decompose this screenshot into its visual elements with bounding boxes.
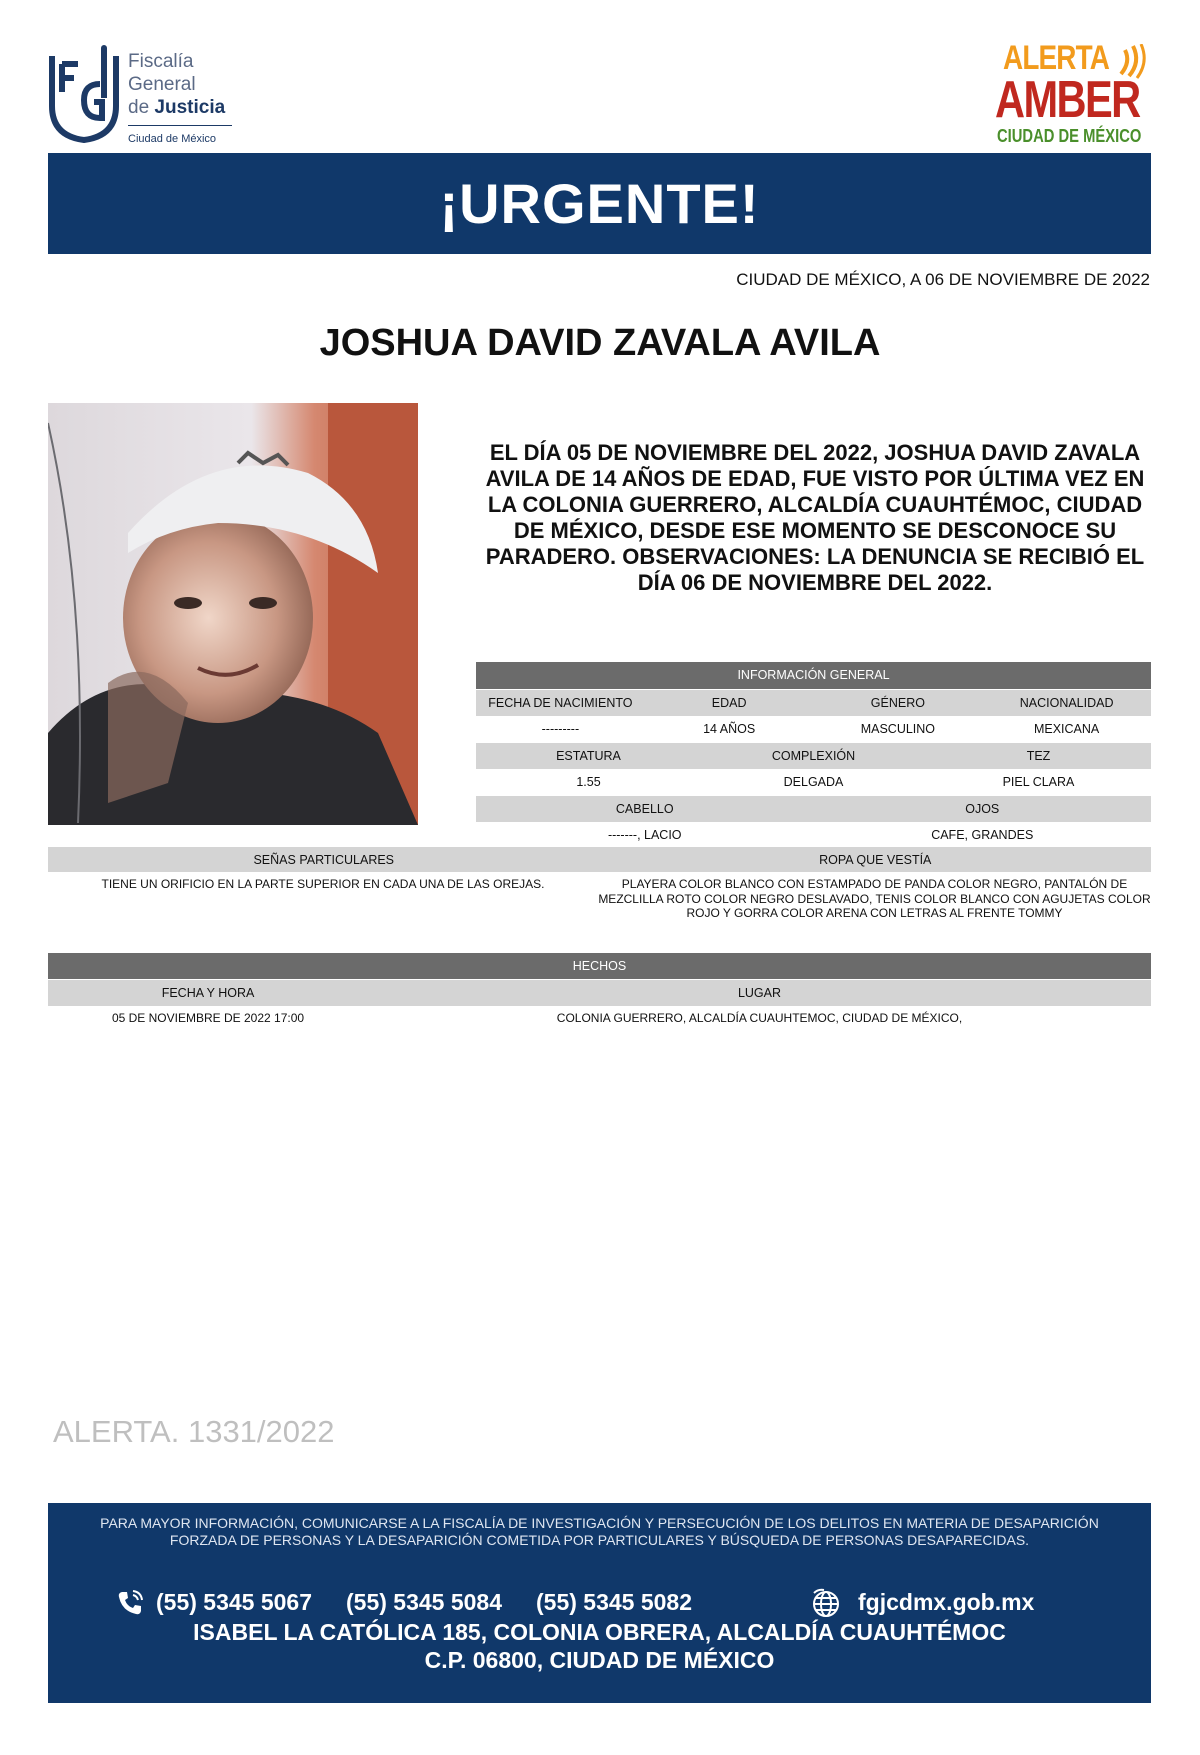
value-eyes: CAFE, GRANDES: [931, 828, 1034, 843]
marks-label: SEÑAS PARTICULARES: [253, 852, 395, 867]
info-table: [476, 662, 1151, 849]
info-labels-row-2: [476, 743, 1151, 770]
facts-title: HECHOS: [572, 959, 627, 973]
info-values-row-2: [476, 769, 1151, 796]
amber-top-text: ALERTA: [1003, 39, 1110, 77]
facts-title-row: [48, 953, 1151, 979]
value-hair: -------, LACIO: [607, 828, 682, 843]
address-line-1: ISABEL LA CATÓLICA 185, COLONIA OBRERA, ALCALDÍA CUAUHTÉMOC: [193, 1619, 1006, 1645]
person-name: JOSHUA DAVID ZAVALA AVILA: [319, 322, 881, 364]
fgj-line-4: Justicia: [154, 97, 226, 118]
info-labels-row-3: [476, 796, 1151, 823]
marks-clothing-section: [48, 847, 1151, 921]
label-build: COMPLEXIÓN: [771, 748, 856, 763]
phone-number-1[interactable]: (55) 5345 5067: [156, 1589, 313, 1615]
fgj-name: [128, 50, 232, 146]
fgj-line-3: de: [128, 97, 150, 118]
value-build: DELGADA: [783, 775, 844, 790]
footer-contact: [48, 1503, 1151, 1703]
urgent-title: ¡URGENTE!: [439, 172, 760, 235]
facts-values-row: [48, 1006, 1151, 1030]
footer-message: PARA MAYOR INFORMACIÓN, COMUNICARSE A LA FISCALÍA DE INVESTIGACIÓN Y PERSECUCIÓN DE LOS DELITOS EN MATERIA DE DESAPARICIÓN FORZADA DE PERSONAS Y LA DESAPARICIÓN COMETIDA POR PARTICULARES Y BÚSQUEDA DE PERSONAS DESAPARECIDAS.: [100, 1515, 1099, 1548]
label-gender: GÉNERO: [870, 695, 925, 710]
amber-city-text: CIUDAD DE MÉXICO: [997, 126, 1142, 146]
urgent-banner: [48, 153, 1151, 254]
value-nationality: MEXICANA: [1033, 722, 1100, 737]
label-eyes: OJOS: [965, 801, 1000, 816]
phone-number-3[interactable]: (55) 5345 5082: [536, 1589, 693, 1615]
info-values-row-3: [476, 822, 1151, 849]
info-labels-row-1: [476, 690, 1151, 717]
case-description: EL DÍA 05 DE NOVIEMBRE DEL 2022, JOSHUA DAVID ZAVALA AVILA DE 14 AÑOS DE EDAD, FUE VISTO POR ÚLTIMA VEZ EN LA COLONIA GUERRERO, ALCALDÍA CUAUHTÉMOC, CIUDAD DE MÉXICO, DESDE ESE MOMENTO SE DESCONOCE SU PARADERO. OBSERVACIONES: LA DENUNCIA SE RECIBIÓ EL DÍA 06 DE NOVIEMBRE DEL 2022.: [485, 440, 1145, 595]
info-title-row: [476, 662, 1151, 689]
label-hair: CABELLO: [615, 801, 674, 816]
label-birthdate: FECHA DE NACIMIENTO: [488, 695, 633, 710]
fgj-line-2: General: [128, 74, 196, 95]
marks-value: TIENE UN ORIFICIO EN LA PARTE SUPERIOR EN CADA UNA DE LAS OREJAS.: [101, 877, 545, 891]
fgj-logo: [48, 44, 248, 144]
marks-clothing-header: [48, 847, 1151, 872]
label-place: LUGAR: [737, 986, 782, 1000]
globe-icon: [810, 1587, 842, 1619]
value-birthdate: ---------: [541, 722, 580, 737]
clothing-label: ROPA QUE VESTÍA: [819, 852, 932, 867]
label-height: ESTATURA: [556, 748, 621, 763]
value-gender: MASCULINO: [860, 722, 936, 737]
value-date-time: 05 DE NOVIEMBRE DE 2022 17:00: [111, 1011, 305, 1025]
fgj-city: Ciudad de México: [128, 125, 232, 146]
facts-table: [48, 953, 1151, 1030]
website-link[interactable]: fgjcdmx.gob.mx: [858, 1589, 1035, 1615]
info-title: INFORMACIÓN GENERAL: [737, 668, 890, 683]
label-nationality: NACIONALIDAD: [1019, 695, 1114, 710]
dateline: CIUDAD DE MÉXICO, A 06 DE NOVIEMBRE DE 2022: [736, 270, 1150, 289]
info-values-row-1: [476, 716, 1151, 743]
person-photo: [48, 403, 418, 825]
phone-icon: [116, 1589, 144, 1617]
amber-main-text: AMBER: [995, 71, 1140, 129]
value-complexion: PIEL CLARA: [1002, 775, 1075, 790]
clothing-value: PLAYERA COLOR BLANCO CON ESTAMPADO DE PANDA COLOR NEGRO, PANTALÓN DE MEZCLILLA ROTO COLOR NEGRO DESLAVADO, TENIS COLOR BLANCO CON AGUJETAS COLOR ROJO Y GORRA COLOR ARENA CON LETRAS AL FRENTE TOMMY: [598, 877, 1151, 920]
value-age: 14 AÑOS: [703, 722, 756, 737]
alert-number: ALERTA. 1331/2022: [53, 1414, 335, 1449]
value-place: COLONIA GUERRERO, ALCALDÍA CUAUHTEMOC, CIUDAD DE MÉXICO,: [556, 1011, 963, 1025]
phone-number-2[interactable]: (55) 5345 5084: [346, 1589, 503, 1615]
label-age: EDAD: [711, 695, 747, 710]
fgj-emblem-icon: [48, 44, 120, 144]
value-height: 1.55: [576, 775, 601, 790]
label-date-time: FECHA Y HORA: [161, 986, 255, 1000]
address-line-2: C.P. 06800, CIUDAD DE MÉXICO: [424, 1647, 775, 1673]
fgj-line-1: Fiscalía: [128, 51, 194, 72]
alerta-amber-logo: [995, 40, 1147, 148]
facts-labels-row: [48, 980, 1151, 1006]
label-complexion: TEZ: [1026, 748, 1051, 763]
